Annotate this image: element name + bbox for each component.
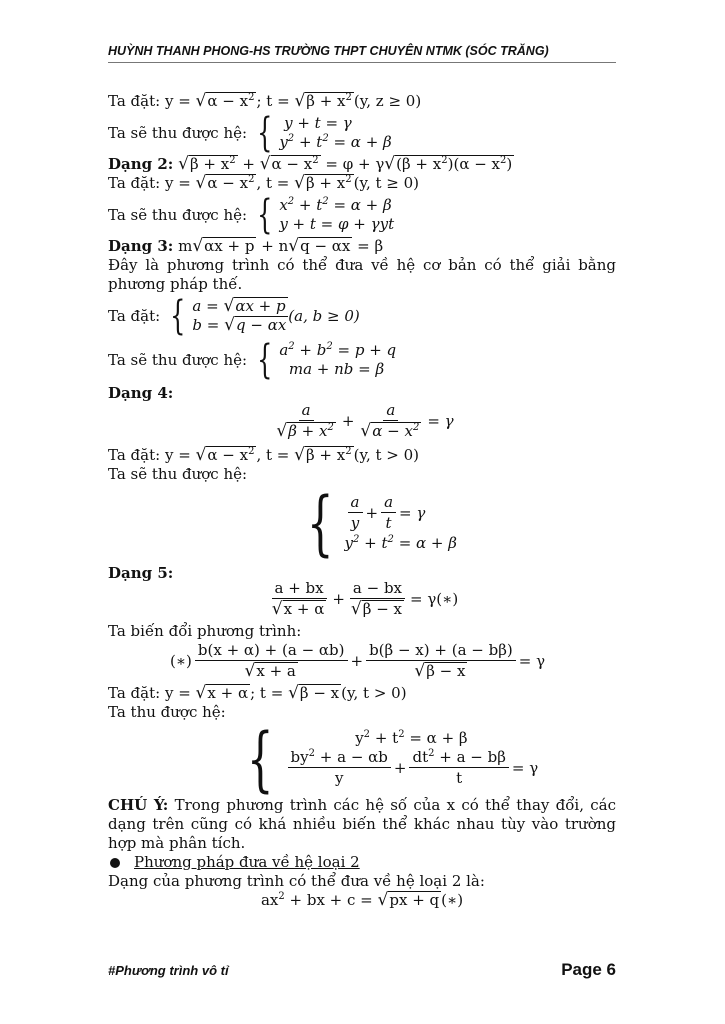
note-paragraph bbox=[108, 796, 616, 853]
page-number: Page 6 bbox=[561, 960, 616, 979]
label-ta-se-thu: Ta sẽ thu được hệ: bbox=[108, 350, 248, 369]
system-label-4 bbox=[108, 465, 616, 484]
substitution-line-5: Ta đặt: y = √x + α ; t = √β − x (y, t > 0) bbox=[108, 683, 407, 703]
page-header: HUỲNH THANH PHONG-HS TRƯỜNG THPT CHUYÊN NTMK (SÓC TRĂNG) bbox=[108, 44, 616, 63]
label-ta-se-thu: Ta sẽ thu được hệ: bbox=[108, 123, 248, 142]
label-ta-se-thu: Ta sẽ thu được hệ: bbox=[108, 205, 248, 224]
dang4-equation: $\frac{a}{√\beta + x^2}$ + $\frac{a}{√\alpha - x^2}$ = γ bbox=[276, 401, 454, 441]
dang3-description: Đây là phương trình có thể đưa về hệ cơ bản có thể giải bằng phương pháp thế. bbox=[108, 256, 616, 293]
dang3-heading: Dạng 3: m√αx + p + n√q − αx = β bbox=[108, 236, 384, 256]
system-line-2: Ta sẽ thu được hệ: { $x^2 + t^2 = \alpha + \beta$ y + t = φ + γyt bbox=[108, 192, 395, 238]
dang5-transformed: (∗) $\frac{b(x + \alpha) + (a - \alpha b)}{√x + a}$ + $\frac{b(\beta - x) + (a - b\beta)}{√\beta - x}$ = γ bbox=[170, 641, 546, 681]
label-ta-dat: Ta đặt: bbox=[108, 92, 161, 110]
transform-label bbox=[108, 622, 616, 641]
page-content bbox=[108, 92, 616, 910]
page-footer bbox=[108, 960, 616, 980]
label-ta-dat: Ta đặt: bbox=[108, 446, 161, 464]
dang2-label: Dạng 2: bbox=[108, 155, 174, 173]
dang5-label: Dạng 5: bbox=[108, 564, 174, 582]
footer-title: #Phương trình vô tỉ bbox=[108, 963, 229, 978]
loai2-desc-text: Dạng của phương trình có thể đưa về hệ loại 2 là: bbox=[108, 872, 485, 890]
loai2-equation: $ax^2$ + bx + c = √px + q (∗) bbox=[260, 890, 464, 910]
note-text: Trong phương trình các hệ số của x có thể thay đổi, các dạng trên cũng có khá nhiều biến thể khác nhau tùy vào trường hợp mà phân tích. bbox=[108, 796, 616, 852]
dang2-heading: Dạng 2: $√\beta + x^2 + √\alpha - x^2 = \varphi + \gamma√(\beta + x^2)(\alpha - x^2)$ bbox=[108, 154, 513, 174]
dang4-label: Dạng 4: bbox=[108, 384, 174, 402]
system-4: { $\frac{a}{y}$ + $\frac{a}{t}$ = γ $y^2 + t^2 = \alpha + \beta$ bbox=[306, 482, 457, 564]
label-ta-dat: Ta đặt: bbox=[108, 684, 161, 702]
bullet-method bbox=[108, 853, 616, 872]
dang5-equation: $\frac{a + bx}{√x + \alpha}$ + $\frac{a - bx}{√\beta - x}$ = γ(∗) bbox=[271, 579, 459, 619]
label-ta-dat: Ta đặt: bbox=[108, 306, 161, 325]
substitution-line-2: Ta đặt: $y = √\alpha - x^2$ , $t = √\beta + x^2$ (y, t ≥ 0) bbox=[108, 173, 420, 193]
loai2-description bbox=[108, 872, 616, 891]
substitution-line-3: Ta đặt: { a = √αx + p b = √q − αx (a, b ≥ 0) bbox=[108, 293, 360, 339]
note-label: CHÚ Ý: bbox=[108, 796, 169, 814]
system-line-1: Ta sẽ thu được hệ: { y + t = γ $y^2 + t^2 = \alpha + \beta$ bbox=[108, 110, 392, 156]
system-line-3: Ta sẽ thu được hệ: { $a^2 + b^2 = p + q$ ma + nb = β bbox=[108, 337, 397, 383]
label-ta-bien-doi: Ta biến đổi phương trình: bbox=[108, 622, 302, 640]
bullet-icon bbox=[110, 858, 120, 868]
bullet-title: Phương pháp đưa về hệ loại 2 bbox=[134, 853, 360, 871]
substitution-line-1: Ta đặt: $y = √\alpha - x^2$ ; $t = √\beta + x^2$ (y, z ≥ 0) bbox=[108, 91, 422, 111]
system-5: { $y^2 + t^2 = \alpha + \beta$ $\frac{by^2 + a - \alpha b}{y}$ + $\frac{dt^2 + a - b\beta}{t}$ = γ bbox=[246, 718, 539, 800]
label-ta-se-thu: Ta sẽ thu được hệ: bbox=[108, 465, 248, 483]
substitution-line-4: Ta đặt: $y = √\alpha - x^2$ , $t = √\beta + x^2$ (y, t > 0) bbox=[108, 445, 420, 465]
label-ta-dat: Ta đặt: bbox=[108, 174, 161, 192]
label-ta-thu: Ta thu được hệ: bbox=[108, 703, 226, 721]
dang3-label: Dạng 3: bbox=[108, 237, 174, 255]
system-label-5 bbox=[108, 703, 616, 722]
